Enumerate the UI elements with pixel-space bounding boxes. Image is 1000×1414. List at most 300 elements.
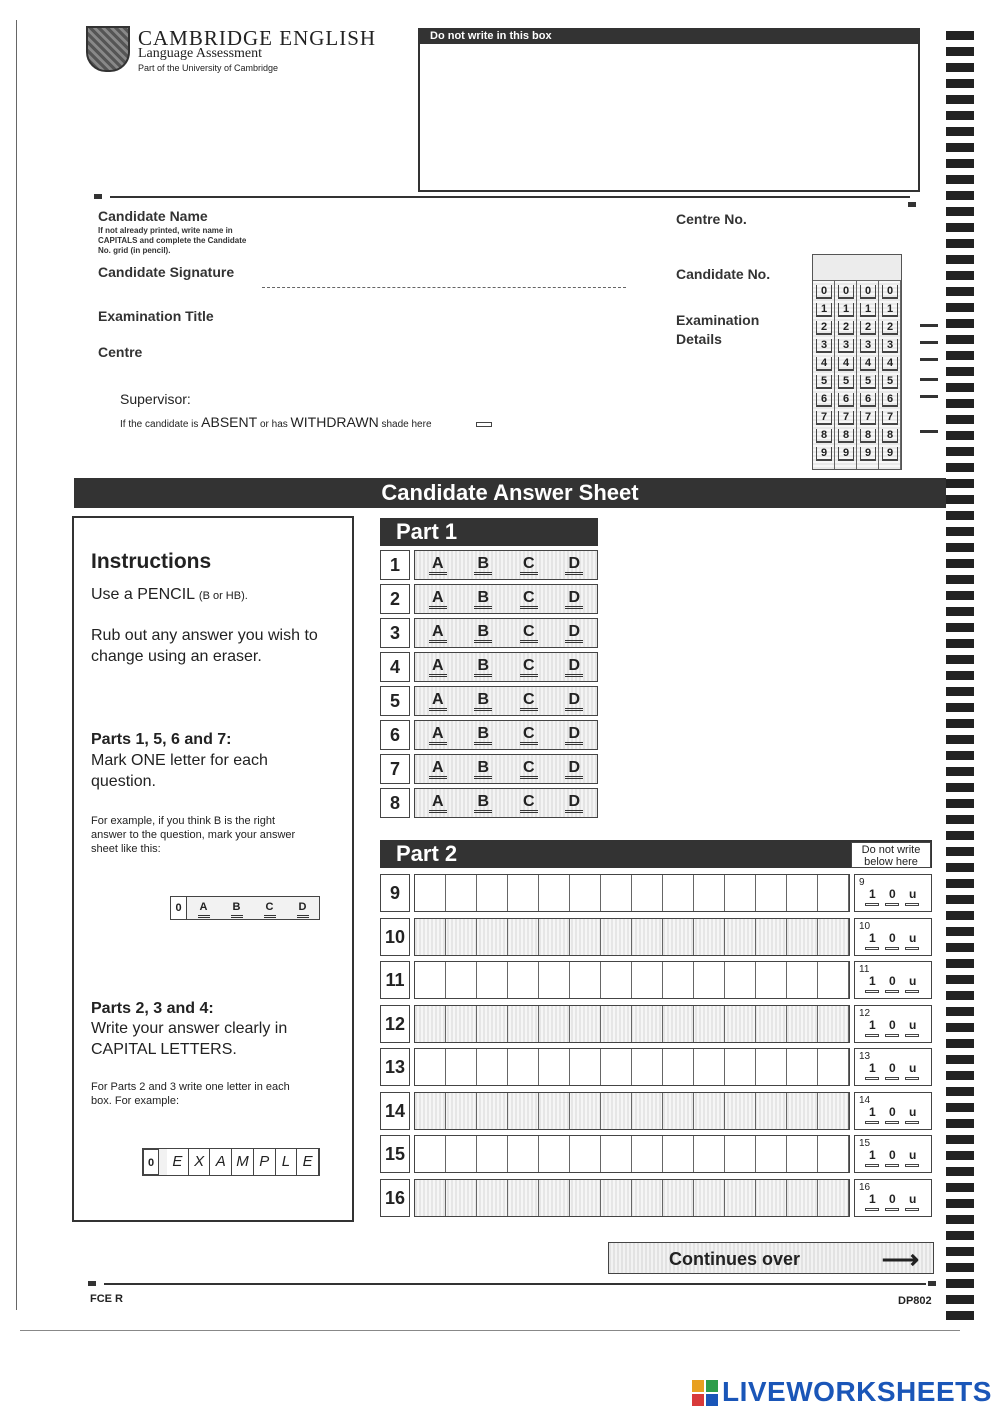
letter-box[interactable]	[508, 1049, 539, 1085]
brand-title: CAMBRIDGE ENGLISH	[138, 26, 377, 50]
digit-bubble[interactable]: 4	[816, 357, 832, 371]
question-number: 13	[380, 1048, 410, 1086]
answer-bubble[interactable]: C	[520, 794, 538, 813]
score-bubble	[885, 1034, 899, 1037]
example-option: A	[198, 899, 210, 918]
examination-details-label: Examination Details	[676, 312, 760, 347]
letter-box[interactable]	[663, 1006, 694, 1042]
answer-bubble[interactable]: D	[565, 658, 583, 677]
letter-box[interactable]	[477, 919, 508, 955]
letter-box[interactable]	[539, 875, 570, 911]
letter-box[interactable]	[415, 1093, 446, 1129]
digit-bubble[interactable]: 7	[860, 411, 876, 425]
centre-label: Centre	[98, 344, 143, 360]
score-bubble	[905, 1208, 919, 1211]
letter-box[interactable]	[601, 1006, 632, 1042]
letter-box[interactable]	[477, 1006, 508, 1042]
letter-box[interactable]	[756, 962, 787, 998]
digit-entry-box[interactable]	[879, 255, 901, 281]
letter-box[interactable]	[818, 1180, 849, 1216]
score-box	[854, 1005, 932, 1043]
digit-entry-box[interactable]	[835, 255, 857, 281]
answer-bubble[interactable]: B	[474, 624, 492, 643]
answer-bubble[interactable]: A	[429, 692, 447, 711]
part-2-header: Part 2	[380, 840, 932, 868]
digit-bubble[interactable]: 2	[838, 321, 854, 335]
score-value: 0	[889, 1104, 896, 1119]
score-value: u	[909, 1017, 917, 1032]
question-number: 6	[380, 720, 410, 750]
digit-bubble[interactable]: 1	[838, 303, 854, 317]
score-value: 1	[869, 1017, 876, 1032]
answer-bubble[interactable]: C	[520, 760, 538, 779]
digit-bubble[interactable]: 5	[816, 375, 832, 389]
letter-box[interactable]	[756, 1093, 787, 1129]
answer-options	[414, 550, 598, 580]
question-number: 4	[380, 652, 410, 682]
digit-bubble[interactable]: 4	[882, 357, 898, 371]
digit-bubble[interactable]: 2	[882, 321, 898, 335]
letter-box[interactable]	[632, 1136, 663, 1172]
score-value: u	[909, 1191, 917, 1206]
digit-bubble[interactable]: 4	[860, 357, 876, 371]
letter-box[interactable]	[663, 962, 694, 998]
letter-box[interactable]	[694, 1006, 725, 1042]
score-value: 0	[889, 974, 896, 988]
letter-box[interactable]	[415, 1180, 446, 1216]
digit-bubble[interactable]: 9	[816, 447, 832, 461]
letter-boxes	[414, 1048, 850, 1086]
letter-box[interactable]	[415, 875, 446, 911]
letter-box[interactable]	[756, 1049, 787, 1085]
letter-box[interactable]	[663, 1136, 694, 1172]
letter-box[interactable]	[570, 875, 601, 911]
letter-box[interactable]	[446, 1049, 477, 1085]
digit-bubble[interactable]: 8	[816, 429, 832, 443]
letter-box[interactable]	[570, 1180, 601, 1216]
score-question-number: 14	[859, 1094, 871, 1106]
score-value: 1	[869, 887, 876, 901]
letter-box[interactable]	[601, 1093, 632, 1129]
letter-box[interactable]	[694, 1180, 725, 1216]
signature-line[interactable]	[262, 287, 626, 288]
letter-box[interactable]	[663, 875, 694, 911]
answer-bubble[interactable]: B	[474, 794, 492, 813]
parts-2-text: Write your answer clearly in CAPITAL LETTERS.	[91, 1020, 288, 1058]
answer-bubble[interactable]: A	[429, 624, 447, 643]
digit-bubble[interactable]: 6	[882, 393, 898, 407]
example-letter-box: E	[167, 1149, 189, 1175]
letter-box[interactable]	[632, 1006, 663, 1042]
letter-box[interactable]	[818, 1006, 849, 1042]
answer-bubble[interactable]: B	[474, 590, 492, 609]
letter-box[interactable]	[787, 1180, 818, 1216]
letter-box[interactable]	[818, 875, 849, 911]
letter-box[interactable]	[539, 962, 570, 998]
centre-no-label: Centre No.	[676, 211, 747, 227]
rub-instruction: Rub out any answer you wish to change using an eraser.	[91, 627, 318, 665]
letter-box[interactable]	[415, 1136, 446, 1172]
liveworksheets-watermark: LIVEWORKSHEETS	[722, 1376, 992, 1407]
question-number: 7	[380, 754, 410, 784]
letter-box[interactable]	[818, 962, 849, 998]
score-box	[854, 1179, 932, 1217]
digit-entry-box[interactable]	[857, 255, 879, 281]
question-number: 14	[380, 1092, 410, 1130]
letter-box[interactable]	[694, 1049, 725, 1085]
letter-box[interactable]	[508, 1136, 539, 1172]
digit-bubble[interactable]: 2	[816, 321, 832, 335]
digit-bubble[interactable]: 3	[882, 339, 898, 353]
score-bubble	[885, 1164, 899, 1167]
letter-box[interactable]	[725, 1180, 756, 1216]
digit-bubble[interactable]: 6	[816, 393, 832, 407]
letter-box[interactable]	[694, 875, 725, 911]
part-2-questions	[380, 874, 932, 1222]
letter-box[interactable]	[477, 875, 508, 911]
timing-mark	[920, 358, 938, 361]
answer-bubble[interactable]: D	[565, 692, 583, 711]
score-bubble	[865, 947, 879, 950]
part-1-row	[380, 686, 598, 716]
instructions-panel	[72, 516, 354, 1222]
timing-mark	[920, 341, 938, 344]
answer-bubble[interactable]: B	[474, 760, 492, 779]
parts-2-heading: Parts 2, 3 and 4:	[91, 1000, 214, 1017]
score-value: 0	[889, 1148, 896, 1162]
letter-box[interactable]	[725, 919, 756, 955]
letter-box[interactable]	[570, 1093, 601, 1129]
letter-box[interactable]	[818, 919, 849, 955]
example-letter-box: P	[254, 1149, 276, 1175]
example-letter-box: E	[297, 1149, 319, 1175]
part-2-row	[380, 874, 932, 912]
letter-box[interactable]	[632, 1049, 663, 1085]
letter-box[interactable]	[508, 1006, 539, 1042]
score-bubble	[865, 990, 879, 993]
letter-box[interactable]	[632, 1093, 663, 1129]
question-number: 2	[380, 584, 410, 614]
score-bubble	[905, 903, 919, 906]
digit-bubble[interactable]: 7	[816, 411, 832, 425]
continues-over-text: Continues over	[669, 1249, 801, 1269]
digit-bubble[interactable]: 0	[816, 285, 832, 299]
letter-box[interactable]	[601, 1180, 632, 1216]
score-bubble	[865, 903, 879, 906]
score-value: 0	[889, 887, 896, 901]
letter-box[interactable]	[446, 962, 477, 998]
letter-box[interactable]	[725, 1093, 756, 1129]
answer-bubble[interactable]: D	[565, 760, 583, 779]
footer-code-right: DP802	[898, 1295, 932, 1307]
digit-bubble[interactable]: 1	[882, 303, 898, 317]
letter-box[interactable]	[725, 875, 756, 911]
example-1-answer	[170, 896, 320, 920]
liveworksheets-logo-icon	[692, 1380, 718, 1406]
score-bubble	[865, 1077, 879, 1080]
instructions-title: Instructions	[91, 550, 212, 573]
supervisor-label: Supervisor:	[120, 391, 191, 407]
letter-box[interactable]	[725, 1049, 756, 1085]
letter-box[interactable]	[818, 1136, 849, 1172]
candidate-no-label: Candidate No.	[676, 266, 771, 282]
letter-box[interactable]	[756, 875, 787, 911]
question-number: 15	[380, 1135, 410, 1173]
score-bubble	[905, 947, 919, 950]
letter-box[interactable]	[818, 1049, 849, 1085]
example-letter-box: X	[189, 1149, 211, 1175]
answer-bubble[interactable]: C	[520, 624, 538, 643]
letter-box[interactable]	[477, 962, 508, 998]
answer-bubble[interactable]: D	[565, 726, 583, 745]
digit-bubble[interactable]: 3	[816, 339, 832, 353]
digit-bubble[interactable]: 9	[882, 447, 898, 461]
letter-box[interactable]	[601, 919, 632, 955]
letter-box[interactable]	[632, 919, 663, 955]
letter-box[interactable]	[508, 1180, 539, 1216]
letter-box[interactable]	[756, 919, 787, 955]
letter-box[interactable]	[818, 1093, 849, 1129]
answer-bubble[interactable]: A	[429, 556, 447, 575]
letter-box[interactable]	[725, 1006, 756, 1042]
letter-box[interactable]	[663, 1049, 694, 1085]
letter-box[interactable]	[725, 1136, 756, 1172]
score-value: u	[909, 1061, 917, 1075]
digit-bubble[interactable]: 1	[816, 303, 832, 317]
part-2-row	[380, 1048, 932, 1086]
answer-bubble[interactable]: C	[520, 556, 538, 575]
letter-box[interactable]	[446, 1093, 477, 1129]
answer-bubble[interactable]: A	[429, 590, 447, 609]
question-number: 9	[380, 874, 410, 912]
brand-tagline: Part of the University of Cambridge	[138, 63, 279, 73]
letter-box[interactable]	[508, 962, 539, 998]
letter-box[interactable]	[508, 919, 539, 955]
grid-column	[835, 255, 857, 469]
letter-box[interactable]	[539, 1136, 570, 1172]
digit-bubble[interactable]: 7	[882, 411, 898, 425]
letter-boxes	[414, 961, 850, 999]
part-1-row	[380, 550, 598, 580]
letter-box[interactable]	[570, 962, 601, 998]
letter-box[interactable]	[787, 875, 818, 911]
letter-box[interactable]	[601, 1136, 632, 1172]
score-bubble	[885, 903, 899, 906]
examination-title-label: Examination Title	[98, 308, 214, 324]
letter-box[interactable]	[570, 1006, 601, 1042]
letter-box[interactable]	[632, 962, 663, 998]
digit-bubble[interactable]: 5	[860, 375, 876, 389]
answer-bubble[interactable]: C	[520, 726, 538, 745]
letter-box[interactable]	[632, 875, 663, 911]
digit-bubble[interactable]: 9	[860, 447, 876, 461]
score-bubble	[905, 1077, 919, 1080]
letter-boxes	[414, 1135, 850, 1173]
letter-box[interactable]	[632, 1180, 663, 1216]
answer-bubble[interactable]: A	[429, 658, 447, 677]
letter-box[interactable]	[570, 919, 601, 955]
letter-box[interactable]	[756, 1006, 787, 1042]
letter-box[interactable]	[508, 1093, 539, 1129]
answer-bubble[interactable]: A	[429, 794, 447, 813]
score-box	[854, 874, 932, 912]
letter-box[interactable]	[694, 962, 725, 998]
letter-box[interactable]	[570, 1049, 601, 1085]
answer-bubble[interactable]: D	[565, 556, 583, 575]
letter-box[interactable]	[415, 919, 446, 955]
digit-bubble[interactable]: 3	[838, 339, 854, 353]
part-2-row	[380, 1135, 932, 1173]
score-value: 1	[869, 1191, 876, 1206]
score-value: 1	[869, 974, 876, 988]
example-zero: 0	[143, 1149, 159, 1175]
digit-bubble[interactable]: 8	[882, 429, 898, 443]
digit-bubble[interactable]: 9	[838, 447, 854, 461]
letter-box[interactable]	[539, 1049, 570, 1085]
letter-box[interactable]	[787, 919, 818, 955]
answer-bubble[interactable]: B	[474, 726, 492, 745]
digit-bubble[interactable]: 1	[860, 303, 876, 317]
answer-bubble[interactable]: C	[520, 658, 538, 677]
letter-box[interactable]	[415, 1049, 446, 1085]
answer-bubble[interactable]: D	[565, 624, 583, 643]
answer-options	[414, 720, 598, 750]
answer-bubble[interactable]: B	[474, 692, 492, 711]
letter-box[interactable]	[539, 1093, 570, 1129]
letter-box[interactable]	[446, 919, 477, 955]
letter-box[interactable]	[787, 1049, 818, 1085]
score-value: 0	[889, 1061, 896, 1075]
example-1-text: For example, if you think B is the right answer to the question, mark your answer sheet like this:	[91, 815, 296, 855]
question-number: 10	[380, 918, 410, 956]
continues-over-label	[608, 1242, 934, 1274]
letter-box[interactable]	[787, 1093, 818, 1129]
letter-box[interactable]	[539, 1180, 570, 1216]
score-bubble	[865, 1121, 879, 1124]
digit-bubble[interactable]: 8	[860, 429, 876, 443]
letter-box[interactable]	[446, 1136, 477, 1172]
digit-bubble[interactable]: 4	[838, 357, 854, 371]
answer-options	[414, 788, 598, 818]
letter-box[interactable]	[694, 1093, 725, 1129]
question-number: 3	[380, 618, 410, 648]
part-2-row	[380, 918, 932, 956]
digit-bubble[interactable]: 3	[860, 339, 876, 353]
digit-bubble[interactable]: 2	[860, 321, 876, 335]
answer-sheet-banner: Candidate Answer Sheet	[74, 478, 946, 508]
letter-box[interactable]	[694, 1136, 725, 1172]
score-question-number: 16	[859, 1181, 871, 1193]
score-value: 1	[869, 1104, 876, 1119]
letter-box[interactable]	[787, 962, 818, 998]
score-bubble	[885, 1077, 899, 1080]
letter-box[interactable]	[415, 1006, 446, 1042]
example-letter-box: M	[232, 1149, 254, 1175]
letter-box[interactable]	[446, 1180, 477, 1216]
binding-spine	[946, 30, 974, 1320]
letter-box[interactable]	[756, 1180, 787, 1216]
letter-box[interactable]	[477, 1049, 508, 1085]
letter-box[interactable]	[787, 1006, 818, 1042]
digit-bubble[interactable]: 0	[838, 285, 854, 299]
score-bubble	[905, 1164, 919, 1167]
letter-box[interactable]	[508, 875, 539, 911]
letter-box[interactable]	[663, 1180, 694, 1216]
score-value: 0	[889, 1191, 896, 1206]
parts-1-text: Mark ONE letter for each question.	[91, 752, 268, 790]
example-2-answer	[142, 1148, 320, 1176]
score-box	[854, 1135, 932, 1173]
answer-bubble[interactable]: D	[565, 590, 583, 609]
answer-bubble[interactable]: D	[565, 794, 583, 813]
candidate-name-note: If not already printed, write name in CAPITALS and complete the Candidate No. grid (in pencil).	[98, 226, 247, 255]
part-1-row	[380, 584, 598, 614]
answer-options	[414, 652, 598, 682]
divider	[110, 196, 910, 198]
digit-bubble[interactable]: 0	[882, 285, 898, 299]
question-number: 11	[380, 961, 410, 999]
letter-box[interactable]	[477, 1180, 508, 1216]
score-bubble	[865, 1164, 879, 1167]
brand-subtitle: Language Assessment	[138, 46, 263, 61]
letter-box[interactable]	[663, 1093, 694, 1129]
digit-entry-box[interactable]	[813, 255, 835, 281]
grid-column	[857, 255, 879, 469]
digit-bubble[interactable]: 5	[882, 375, 898, 389]
answer-bubble[interactable]: A	[429, 760, 447, 779]
letter-box[interactable]	[415, 962, 446, 998]
letter-box[interactable]	[570, 1136, 601, 1172]
digit-bubble[interactable]: 0	[860, 285, 876, 299]
timing-mark	[908, 202, 916, 207]
letter-box[interactable]	[539, 919, 570, 955]
answer-bubble[interactable]: B	[474, 556, 492, 575]
letter-box[interactable]	[539, 1006, 570, 1042]
digit-bubble[interactable]: 6	[838, 393, 854, 407]
answer-bubble[interactable]: A	[429, 726, 447, 745]
candidate-name-label: Candidate Name	[98, 208, 208, 224]
letter-box[interactable]	[787, 1136, 818, 1172]
parts-1-heading: Parts 1, 5, 6 and 7:	[91, 731, 232, 748]
letter-box[interactable]	[725, 962, 756, 998]
part-2-row	[380, 1179, 932, 1217]
letter-box[interactable]	[663, 919, 694, 955]
grid-column	[813, 255, 835, 469]
digit-bubble[interactable]: 6	[860, 393, 876, 407]
letter-box[interactable]	[601, 875, 632, 911]
letter-box[interactable]	[756, 1136, 787, 1172]
answer-bubble[interactable]: C	[520, 590, 538, 609]
digit-bubble[interactable]: 8	[838, 429, 854, 443]
score-question-number: 13	[859, 1051, 871, 1062]
absent-note: If the candidate is ABSENT or has WITHDRAWN shade here	[120, 414, 432, 430]
letter-boxes	[414, 1179, 850, 1217]
letter-box[interactable]	[477, 1093, 508, 1129]
letter-box[interactable]	[446, 1006, 477, 1042]
score-bubble	[885, 990, 899, 993]
letter-box[interactable]	[601, 1049, 632, 1085]
absent-shade-box[interactable]	[476, 422, 492, 427]
answer-bubble[interactable]: B	[474, 658, 492, 677]
letter-box[interactable]	[694, 919, 725, 955]
letter-box[interactable]	[601, 962, 632, 998]
answer-bubble[interactable]: C	[520, 692, 538, 711]
example-options	[187, 899, 319, 918]
letter-box[interactable]	[477, 1136, 508, 1172]
digit-bubble[interactable]: 5	[838, 375, 854, 389]
digit-bubble[interactable]: 7	[838, 411, 854, 425]
letter-box[interactable]	[446, 875, 477, 911]
